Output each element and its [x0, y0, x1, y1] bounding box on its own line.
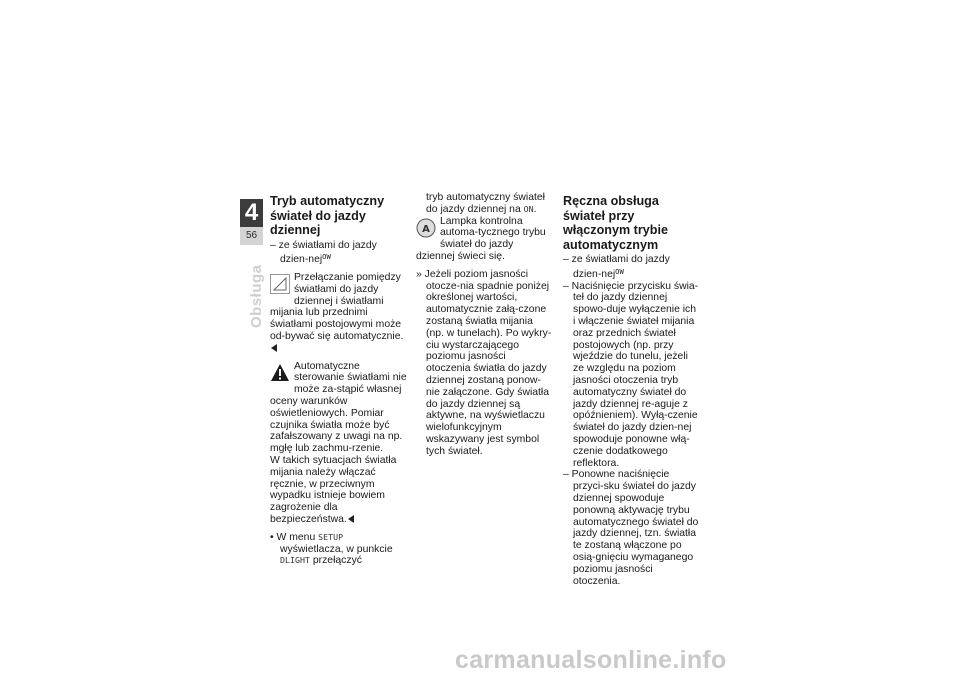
column-3: [563, 192, 700, 587]
warning-text: Automatyczne sterowanie światłami nie może za-stąpić własnej oceny warunków oświetleniowych. Pomiar czujnika światła może być zafałszowany z uwagi na np. mgłę lub zachmu-rzenie.: [270, 360, 407, 455]
option-code: OW: [615, 266, 624, 276]
section-heading-auto: Tryb automatyczny świateł do jazdy dziennej: [270, 194, 385, 237]
warning-triangle-icon: [270, 363, 290, 387]
chapter-sidebar: [240, 199, 263, 245]
lamp-note: [416, 216, 552, 263]
dash-item-ow: – ze światłami do jazdy dzien-nej$^{OW}$: [270, 239, 377, 266]
triangle-outline-icon: [270, 274, 290, 298]
result-text: Jeżeli poziom jasności otocze-nia spadnie poniżej określonej wartości, automatycznie załą-czone zostaną światła mijania (np. w tunelach). Po wykry-ciu wystarczającego poziomu jasności otoczenia światła do jazdy dziennej zostaną ponow-nie załączone. Gdy światła do jazdy dziennej są aktywne, na wyświetlaczu wielofunkcyjnym wskazywany jest symbol tych świateł.: [424, 268, 552, 457]
page-number: 56: [240, 227, 263, 245]
dash-item-press-again: – Ponowne naciśnięcie przyci-sku świateł do jazdy dziennej spowoduje ponowną aktywację trybu automatycznego świateł do jazdy dziennej, tzn. światła te zostaną włączone po osią-gnięciu wymaganego poziomu jasności otoczenia.: [563, 469, 699, 587]
column-2: [416, 192, 552, 458]
end-mark-icon: [348, 515, 354, 523]
dash-item-text: ze światłami do jazdy dzien-nej: [278, 239, 377, 266]
bullet-item-setup: • W menu SETUP wyświetlacza, w punkcie DLIGHT przełączyć: [270, 531, 393, 567]
end-mark-icon: [271, 344, 277, 352]
menu-code-dlight: DLIGHT: [280, 555, 310, 566]
warning-text-2: W takich sytuacjach światła mijania należy włączać ręcznie, w przeciwnym wypadku istnieje bowiem zagrożenie dla bezpieczeństwa.: [270, 455, 397, 526]
note-text: Przełączanie pomiędzy światłami do jazdy dziennej i światłami mijania lub przednimi światłami postojowymi może od-bywać się automatycznie.: [270, 272, 404, 343]
menu-code-setup: SETUP: [318, 531, 344, 542]
auto-lamp-icon: [416, 218, 436, 242]
note-paragraph: [270, 272, 408, 355]
section-heading-manual: Ręczna obsługa świateł przy włączonym trybie automatycznym: [563, 194, 668, 252]
continuation-text: tryb automatyczny świateł do jazdy dziennej na ON.: [426, 192, 545, 215]
dash-item-ow: – ze światłami do jazdy dzien-nej$^{OW}$: [563, 254, 670, 280]
column-1: [270, 192, 408, 567]
value-code-on: ON: [523, 203, 534, 214]
chapter-label: Obsługa: [248, 264, 265, 328]
result-item: » Jeżeli poziom jasności otocze-nia spadnie poniżej określonej wartości, automatycznie załą-czone zostaną światła mijania (np. w tunelach). Po wykry-ciu wystarczającego poziomu jasności otoczenia światła do jazdy dziennej zostaną ponow-nie załączone. Gdy światła do jazdy dziennej są aktywne, na wyświetlaczu wielofunkcyjnym wskazywany jest symbol tych świateł.: [416, 268, 552, 457]
watermark: carmanualsonline.info: [455, 646, 727, 674]
chapter-number: 4: [240, 199, 263, 227]
option-code: OW: [322, 252, 331, 262]
lamp-note-text: Lampka kontrolna automa-tycznego trybu świateł do jazdy dziennej świeci się.: [416, 215, 546, 262]
dash-item-press: – Naciśnięcie przycisku świa-teł do jazdy dziennej spowo-duje wyłączenie ich i włączenie świateł mijania oraz przednich świateł postojowych (np. przy wjeździe do tunelu, jeżeli ze względu na poziom jasności otoczenia tryb automatyczny świateł do jazdy dziennej re-aguje z opóźnieniem). Wyłą-czenie świateł do jazdy dzien-nej spowoduje ponowne włą-czenie dodatkowego reflektora.: [563, 280, 699, 469]
warning-paragraph: [270, 361, 408, 526]
svg-text:A: A: [422, 223, 430, 235]
